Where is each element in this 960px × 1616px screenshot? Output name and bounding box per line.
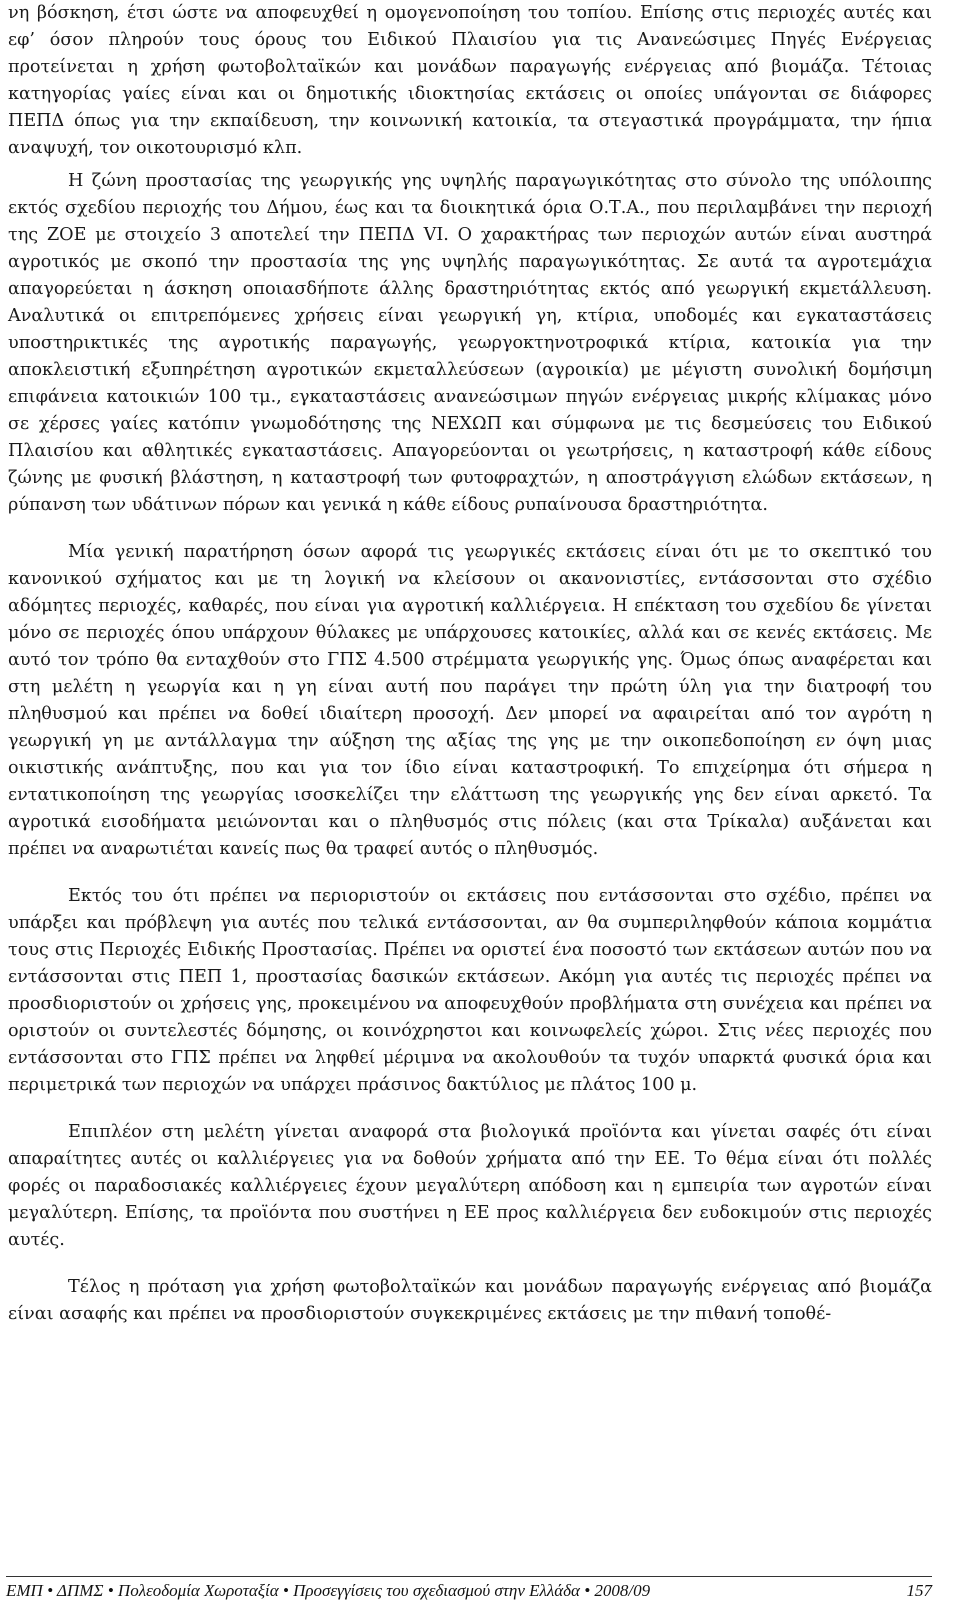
paragraph-2: Η ζώνη προστασίας της γεωργικής γης υψηλής παραγωγικότητας στο σύνολο της υπόλοιπης εκτός σχεδίου περιοχής του Δήμου, έως και τα διοικητικά όρια Ο.Τ.Α., που περιλαμβάνει την περιοχή της ΖΟΕ με στοιχείο 3 αποτελεί την ΠΕΠΔ VI. Ο χαρακτήρας των περιοχών αυτών είναι αυστηρά αγροτικός με σκοπό την προστασία της γης υψηλής παραγωγικότητας. Σε αυτά τα αγροτεμάχια απαγορεύεται η άσκηση οποιασδήποτε άλλης δραστηριότητας εκτός από γεωργική εκμετάλλευση. Αναλυτικά οι επιτρεπόμενες χρήσεις είναι γεωργική γη, κτίρια, υποδομές και εγκαταστάσεις υποστηρικτικές της αγροτικής παραγωγής, γεωργοκτηνοτροφικά κτίρια, κατοικία για την αποκλειστική εξυπηρέτηση αγροτικών εκμεταλλεύσεων (αγροικία) με μέγιστη συνολική δομήσιμη επιφάνεια κατοικιών 100 τμ., εγκαταστάσεις ανανεώσιμων πηγών ενέργειας μικρής κλίμακας μόνο σε χέρσες γαίες κατόπιν γνωμοδότησης της ΝΕΧΩΠ και σύμφωνα με τις δεσμεύσεις του Ειδικού Πλαισίου και αθλητικές εγκαταστάσεις. Απαγορεύονται οι γεωτρήσεις, η καταστροφή κάθε είδους ζώνης με φυσική βλάστηση, η καταστροφή των φυτοφραχτών, η αποστράγγιση ελώδων εκτάσεων, η ρύπανση των υδάτινων πόρων και γενικά η κάθε είδους ρυπαίνουσα δραστηριότητα.: [8, 171, 932, 515]
page-footer: [6, 1581, 932, 1607]
footer-running-title: ΕΜΠ • ΔΠΜΣ • Πολεοδομία Χωροταξία • Προσεγγίσεις του σχεδιασμού στην Ελλάδα • 2008/09: [6, 1581, 651, 1600]
paragraph-5: Επιπλέον στη μελέτη γίνεται αναφορά στα βιολογικά προϊόντα και γίνεται σαφές ότι είναι απαραίτητες αυτές οι καλλιέργειες για να δοθούν χρήματα από την ΕΕ. Το θέμα είναι ότι πολλές φορές οι παραδοσιακές καλλιέργειες έχουν μεγαλύτερη απόδοση και η εμπειρία των αγροτών είναι μεγαλύτερη. Επίσης, τα προϊόντα που συστήνει η ΕΕ προς καλλιέργεια δεν ευδοκιμούν στις περιοχές αυτές.: [8, 1122, 932, 1250]
footer-divider: [6, 1576, 932, 1577]
paragraph-6: Τέλος η πρόταση για χρήση φωτοβολταϊκών και μονάδων παραγωγής ενέργειας από βιομάζα είναι ασαφής και πρέπει να προσδιοριστούν συγκεκριμένες εκτάσεις με την πιθανή τοποθέ-: [8, 1277, 932, 1324]
document-page: [8, 0, 932, 1328]
page-number: 157: [906, 1581, 932, 1600]
paragraph-3: Μία γενική παρατήρηση όσων αφορά τις γεωργικές εκτάσεις είναι ότι με το σκεπτικό του κανονικού σχήματος και με τη λογική να κλείσουν οι ακανονιστίες, εντάσσονται στο σχέδιο αδόμητες περιοχές, καθαρές, που είναι για αγροτική καλλιέργεια. Η επέκταση του σχεδίου δε γίνεται μόνο σε περιοχές όπου υπάρχουν θύλακες με υπάρχουσες κατοικίες, αλλά και σε κενές εκτάσεις. Με αυτό τον τρόπο θα ενταχθούν στο ΓΠΣ 4.500 στρέμματα γεωργικής γης. Όμως όπως αναφέρεται και στη μελέτη η γεωργία και η γη είναι αυτή που παράγει την πρώτη ύλη για την διατροφή του πληθυσμού και πρέπει να δοθεί ιδιαίτερη προσοχή. Δεν μπορεί να αφαιρείται από τον αγρότη η γεωργική γη με αντάλλαγμα την αύξηση της αξίας της γης με την οικοπεδοποίηση εν όψη μιας οικιστικής ανάπτυξης, που και για τον ίδιο είναι καταστροφική. Το επιχείρημα ότι σήμερα η εντατικοποίηση της γεωργίας ισοσκελίζει την ελάττωση της γεωργικής γης δεν είναι αρκετό. Τα αγροτικά εισοδήματα μειώνονται και ο πληθυσμός στις πόλεις (και στα Τρίκαλα) αυξάνεται και πρέπει να αναρωτιέται κανείς πως θα τραφεί αυτός ο πληθυσμός.: [8, 542, 932, 859]
paragraph-4: Εκτός του ότι πρέπει να περιοριστούν οι εκτάσεις που εντάσσονται στο σχέδιο, πρέπει να υπάρξει και πρόβλεψη για αυτές που τελικά εντάσσονται, αν θα συμπεριληφθούν κάποια κομμάτια τους στις Περιοχές Ειδικής Προστασίας. Πρέπει να οριστεί ένα ποσοστό των εκτάσεων αυτών που να εντάσσονται στις ΠΕΠ 1, προστασίας δασικών εκτάσεων. Ακόμη για αυτές τις περιοχές πρέπει να προσδιοριστούν οι χρήσεις γης, προκειμένου να αποφευχθούν προβλήματα στη συνέχεια και πρέπει να οριστούν οι συντελεστές δόμησης, οι κοινόχρηστοι και κοινωφελείς χώροι. Στις νέες περιοχές που εντάσσονται στο ΓΠΣ πρέπει να ληφθεί μέριμνα να ακολουθούν τα τυχόν υπαρκτά φυσικά όρια και περιμετρικά των περιοχών να υπάρχει πράσινος δακτύλιος με πλάτος 100 μ.: [8, 886, 932, 1095]
paragraph-1: νη βόσκηση, έτσι ώστε να αποφευχθεί η ομογενοποίηση του τοπίου. Επίσης στις περιοχές αυτές και εφ’ όσον πληρούν τους όρους του Ειδικού Πλαισίου για τις Ανανεώσιμες Πηγές Ενέργειας προτείνεται η χρήση φωτοβολταϊκών και μονάδων παραγωγής ενέργειας από βιομάζα. Τέτοιας κατηγορίας γαίες είναι και οι δημοτικής ιδιοκτησίας εκτάσεις οι οποίες υπάγονται σε διάφορες ΠΕΠΔ όπως για την εκπαίδευση, την κοινωνική κατοικία, τα στεγαστικά προγράμματα, την ήπια αναψυχή, τον οικοτουρισμό κλπ.: [8, 3, 932, 158]
